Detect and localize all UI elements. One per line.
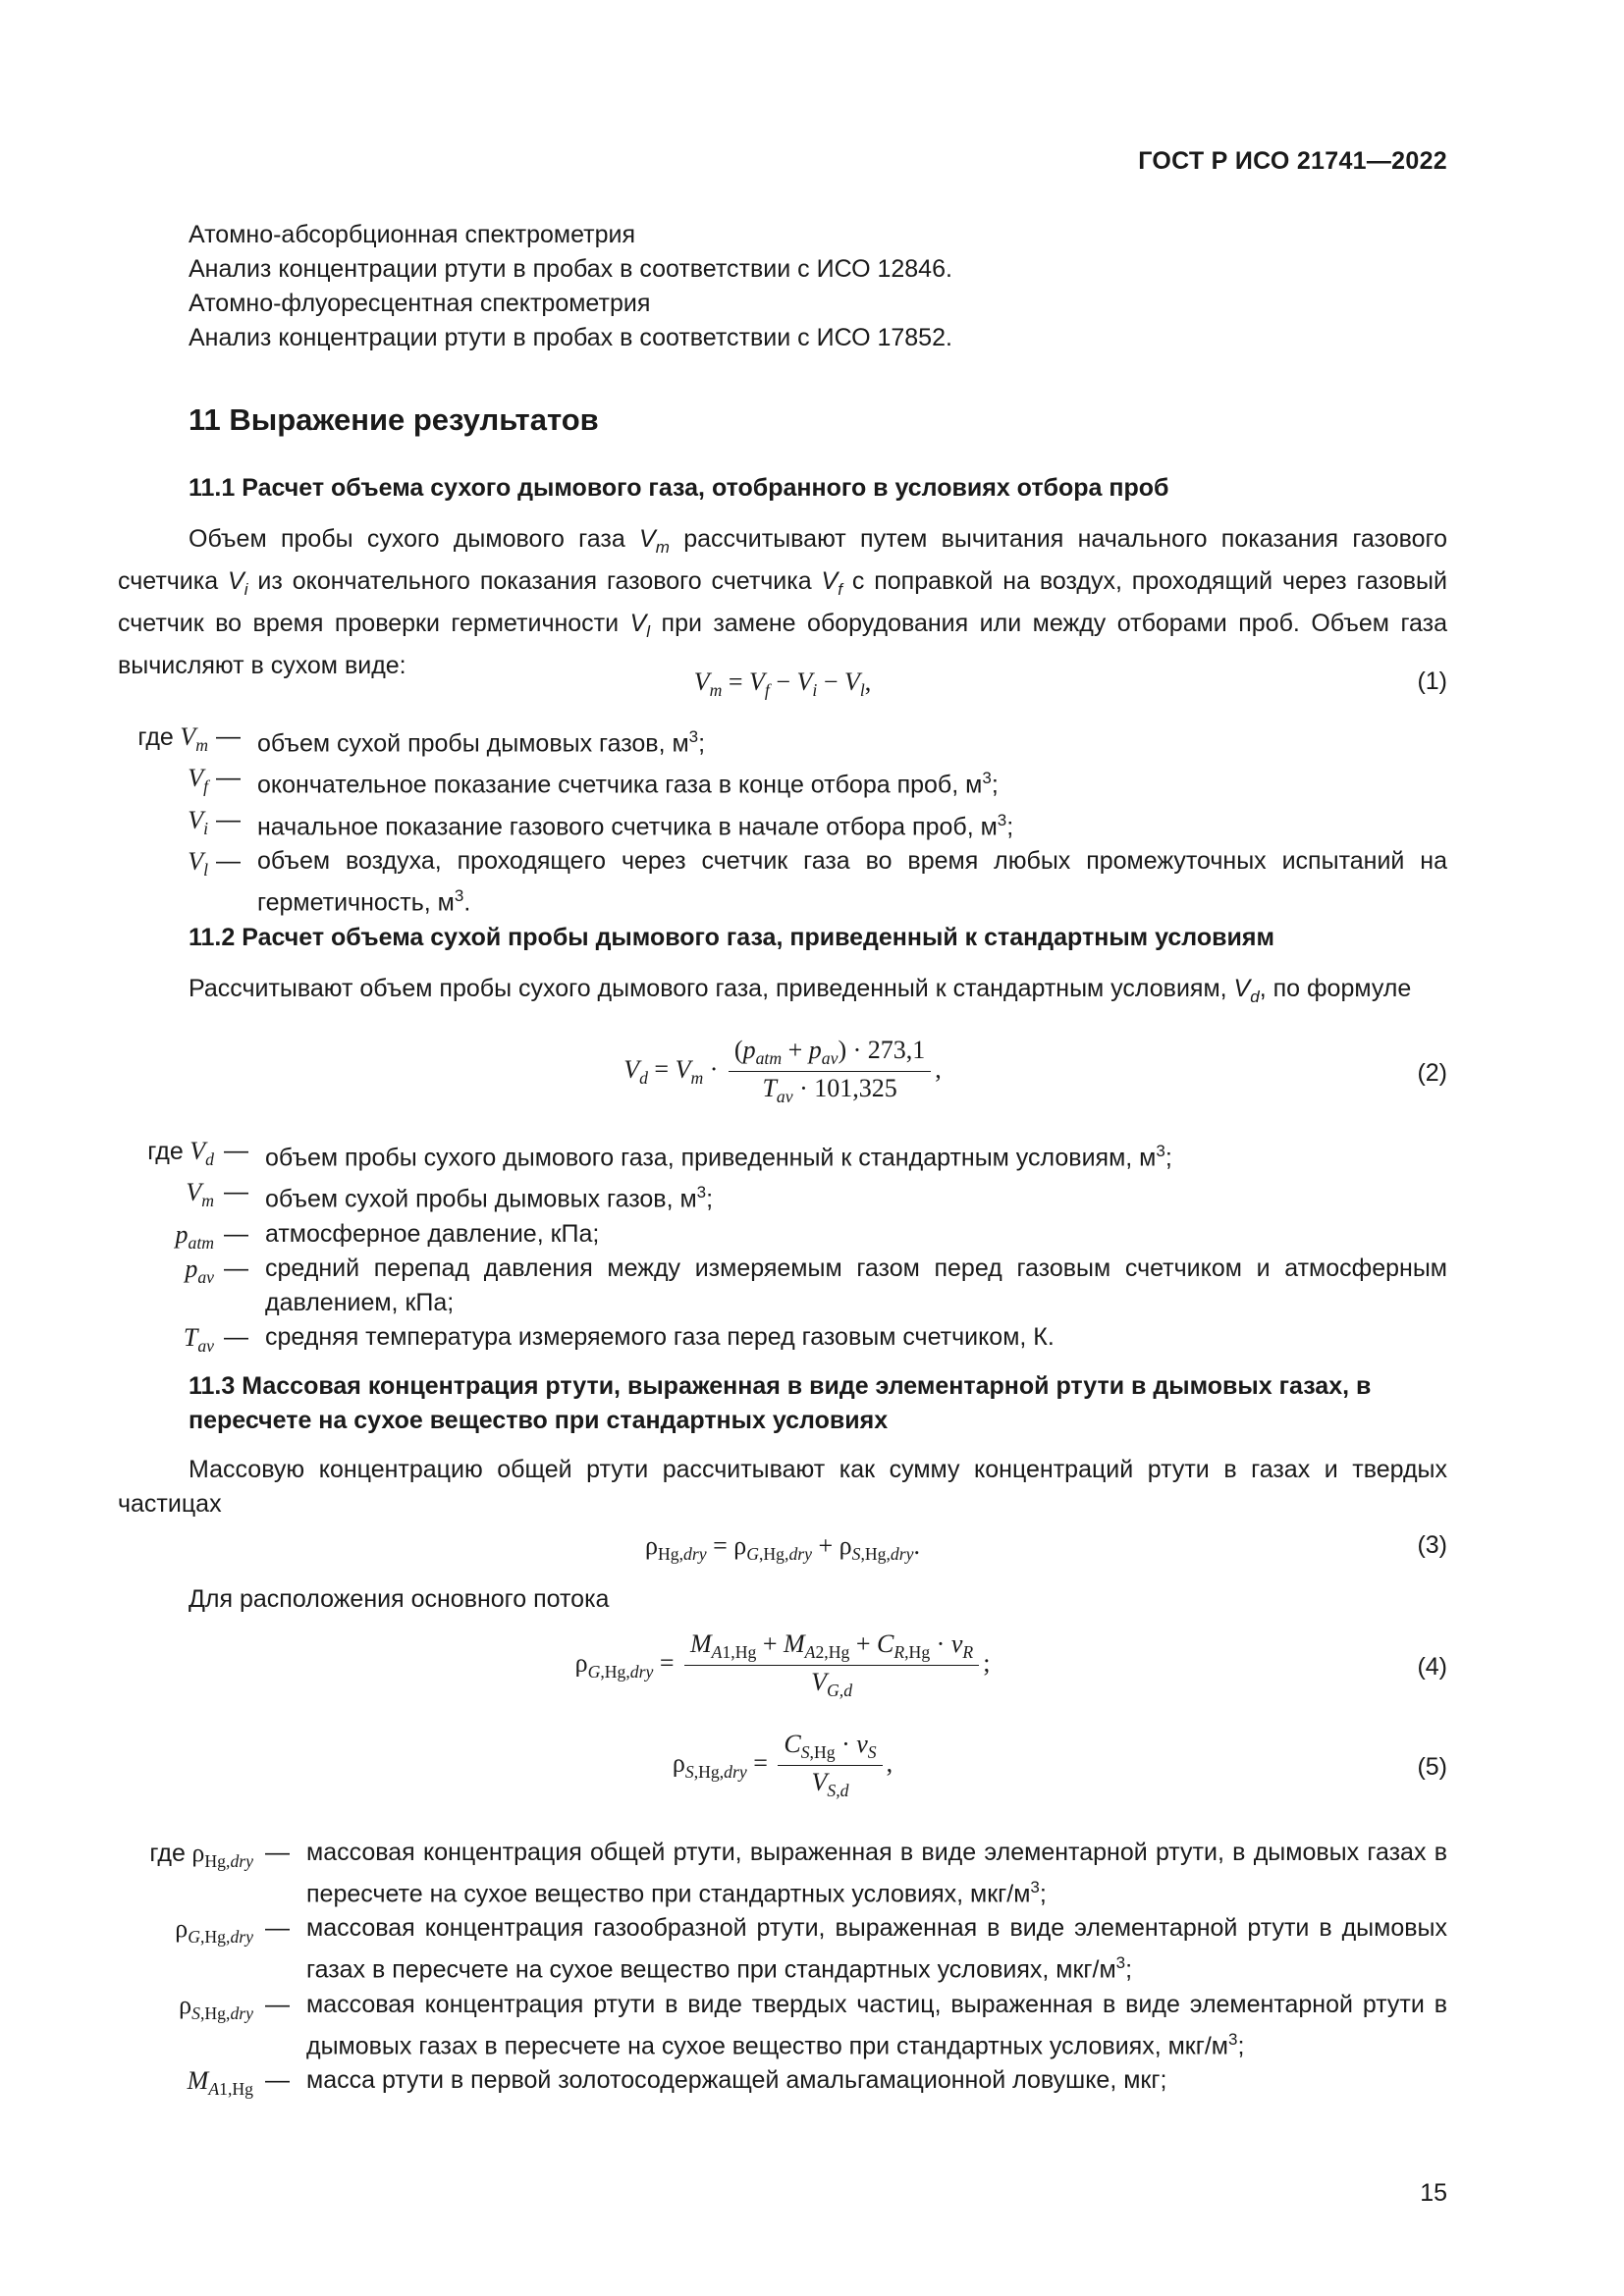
definition-row: где $\rho_{Hg,dry}$ — массовая концентрация общей ртути, выраженная в виде элементарной ртути, в дымовых газах в пересчете на сухое вещество при стандартных условиях, мкг/$м^3$; bbox=[149, 1839, 1447, 1908]
subsection-heading-11-2: 11.2 Расчет объема сухой пробы дымового газа, приведенный к стандартным условиям bbox=[189, 924, 1274, 951]
definitions-11-3 bbox=[118, 1836, 1447, 2098]
definition-row: $M_{A1,Hg}$ — масса ртути в первой золотосодержащей амальгамационной ловушке, мкг; bbox=[187, 2065, 1167, 2100]
intro-block bbox=[118, 218, 1447, 355]
paragraph-11-3: Массовую концентрацию общей ртути рассчитывают как сумму концентраций ртути в газах и твердых частицах bbox=[118, 1456, 1447, 1518]
formula-number: (2) bbox=[1417, 1059, 1447, 1087]
intro-line: Анализ концентрации ртути в пробах в соответствии с ИСО 12846. bbox=[189, 255, 952, 283]
paragraph-11-1: Объем пробы сухого дымового газа $V_m$ рассчитывают путем вычитания начального показания газового счетчика $V_i$ из окончательного показания газового счетчика $V_f$ с поправкой на воздух, проходящий через газовый счетчик во время проверки герметичности $V_l$ при замене оборудования или между отборами проб. Объем газа вычисляют в сухом виде: bbox=[118, 525, 1448, 679]
definition-row: где $V_d$ — объем пробы сухого дымового газа, приведенный к стандартным условиям, $м^3$; bbox=[147, 1137, 1172, 1172]
definitions-11-1 bbox=[118, 720, 1447, 920]
formula-2-body: $V_d = V_m$ · $\frac{(p_{atm} + p_{av}) \cdot 273,1}{T_{av} \cdot 101,325}$ , bbox=[623, 1036, 942, 1107]
definition-row: где $V_m$ — объем сухой пробы дымовых газов, $м^3$; bbox=[137, 722, 706, 758]
intro-line: Анализ концентрации ртути в пробах в соответствии с ИСО 17852. bbox=[189, 324, 952, 351]
paragraph-11-2: Рассчитывают объем пробы сухого дымового газа, приведенный к стандартным условиям, $V_d$, по формуле bbox=[189, 975, 1412, 1006]
definition-row: $V_m$ — объем сухой пробы дымовых газов, $м^3$; bbox=[186, 1178, 714, 1213]
formula-4-body: $\rho_{G,Hg,dry}$ = $\frac{M_{A1,Hg} + M_{A2,Hg} + C_{R,Hg} \cdot v_R}{V_{G,d}}$ ; bbox=[574, 1629, 991, 1701]
definition-row: $\rho_{G,Hg,dry}$ — массовая концентрация газообразной ртути, выраженная в виде элементарной ртути в дымовых газах в пересчете на сухое вещество при стандартных условиях, мкг/$м^3$; bbox=[175, 1914, 1447, 1984]
formula-5 bbox=[118, 1730, 1447, 1808]
intro-line: Атомно-абсорбционная спектрометрия bbox=[189, 221, 635, 248]
formula-5-body: $\rho_{S,Hg,dry}$ = $\frac{C_{S,Hg} \cdot v_S}{V_{S,d}}$ , bbox=[672, 1730, 893, 1801]
definition-row: $V_i$ — начальное показание газового счетчика в начале отбора проб, $м^3$; bbox=[188, 805, 1014, 840]
formula-1-body: $V_m = V_f - V_i - V_l$, bbox=[693, 667, 872, 701]
formula-3-body: $\rho_{Hg,dry} = \rho_{G,Hg,dry} + \rho_{S,Hg,dry}$. bbox=[645, 1531, 920, 1565]
definition-row: $V_f$ — окончательное показание счетчика газа в конце отбора проб, $м^3$; bbox=[188, 764, 999, 799]
intro-line: Атомно-флуоресцентная спектрометрия bbox=[189, 290, 651, 317]
definition-row: $p_{av}$ — средний перепад давления между измеряемым газом перед газовым счетчиком и атмосферным давлением, кПа; bbox=[185, 1254, 1447, 1316]
definitions-11-2 bbox=[118, 1134, 1447, 1355]
formula-number: (4) bbox=[1417, 1653, 1447, 1681]
formula-3 bbox=[118, 1531, 1447, 1580]
definition-row: $\rho_{S,Hg,dry}$ — массовая концентрация ртути в виде твердых частиц, выраженная в виде элементарной ртути в дымовых газах в пересчете на сухое вещество при стандартных условиях, мкг/$м^3$; bbox=[179, 1990, 1447, 2059]
formula-number: (3) bbox=[1417, 1531, 1447, 1559]
formula-number: (1) bbox=[1417, 667, 1447, 695]
definition-row: $T_{av}$ — средняя температура измеряемого газа перед газовым счетчиком, К. bbox=[183, 1322, 1055, 1356]
paragraph-main-flow: Для расположения основного потока bbox=[189, 1585, 610, 1613]
subsection-heading-11-1: 11.1 Расчет объема сухого дымового газа, отобранного в условиях отбора проб bbox=[189, 474, 1169, 502]
formula-1 bbox=[118, 667, 1447, 717]
section-heading-11: 11 Выражение результатов bbox=[189, 402, 599, 437]
formula-number: (5) bbox=[1417, 1753, 1447, 1781]
formula-4 bbox=[118, 1629, 1447, 1708]
subsection-heading-11-3: 11.3 Массовая концентрация ртути, выраженная в виде элементарной ртути в дымовых газах, в пересчете на сухое вещество при стандартных условиях bbox=[189, 1372, 1372, 1434]
page-number: 15 bbox=[1420, 2179, 1447, 2207]
document-header: ГОСТ Р ИСО 21741—2022 bbox=[1138, 147, 1447, 175]
definition-row: $p_{atm}$ — атмосферное давление, кПа; bbox=[175, 1219, 600, 1253]
formula-2 bbox=[118, 1036, 1447, 1114]
definition-row: $V_l$ — объем воздуха, проходящего через счетчик газа во время любых промежуточных испытаний на герметичность, $м^3$. bbox=[188, 846, 1447, 917]
